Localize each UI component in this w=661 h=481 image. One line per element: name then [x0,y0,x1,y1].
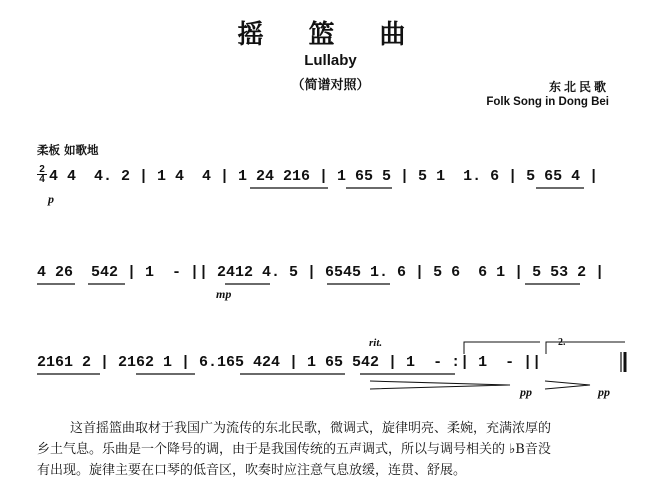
dynamic-pp-1: pp [520,385,532,399]
song-title-en: Lullaby [304,52,357,69]
description-line-3: 有出现。旋律主要在口琴的低音区，吹奏时应注意气息放缓，连贯、舒展。 [37,463,467,478]
song-subtitle: （简谱对照） [291,78,370,93]
song-title-cn: 摇 篮 曲 [237,20,424,50]
score-row-2: 4 26 542 | 1 - || 2412 4. 5 | 6545 1. 6 | 5 6 6 1 | 5 53 2 | [37,264,605,281]
dynamic-p: p [48,192,54,206]
origin-en: Folk Song in Dong Bei [486,96,609,108]
rit-marking: rit. [369,337,383,349]
description-line-1: 这首摇篮曲取材于我国广为流传的东北民歌，微调式，旋律明亮、柔婉，充满浓厚的 [70,421,552,436]
description-line-2: 乡土气息。乐曲是一个降号的调，由于是我国传统的五声调式，所以与调号相关的 ♭B音没 [37,442,551,457]
score-row-1: 4 4 4. 2 | 1 4 4 | 1 24 216 | 1 65 5 | 5 1 1. 6 | 5 65 4 | [49,168,599,185]
volta-2-label: 2. [558,337,566,348]
origin-cn: 东北民歌 [548,80,609,94]
dynamic-mp: mp [216,287,232,301]
tempo-marking: 柔板 如歌地 [37,143,99,157]
score-row-3: 2161 2 | 2162 1 | 6.165 424 | 1 65 542 | 1 - :| 1 - || [37,354,542,371]
dynamic-pp-2: pp [598,385,610,399]
time-signature: 2 4 [37,165,47,184]
